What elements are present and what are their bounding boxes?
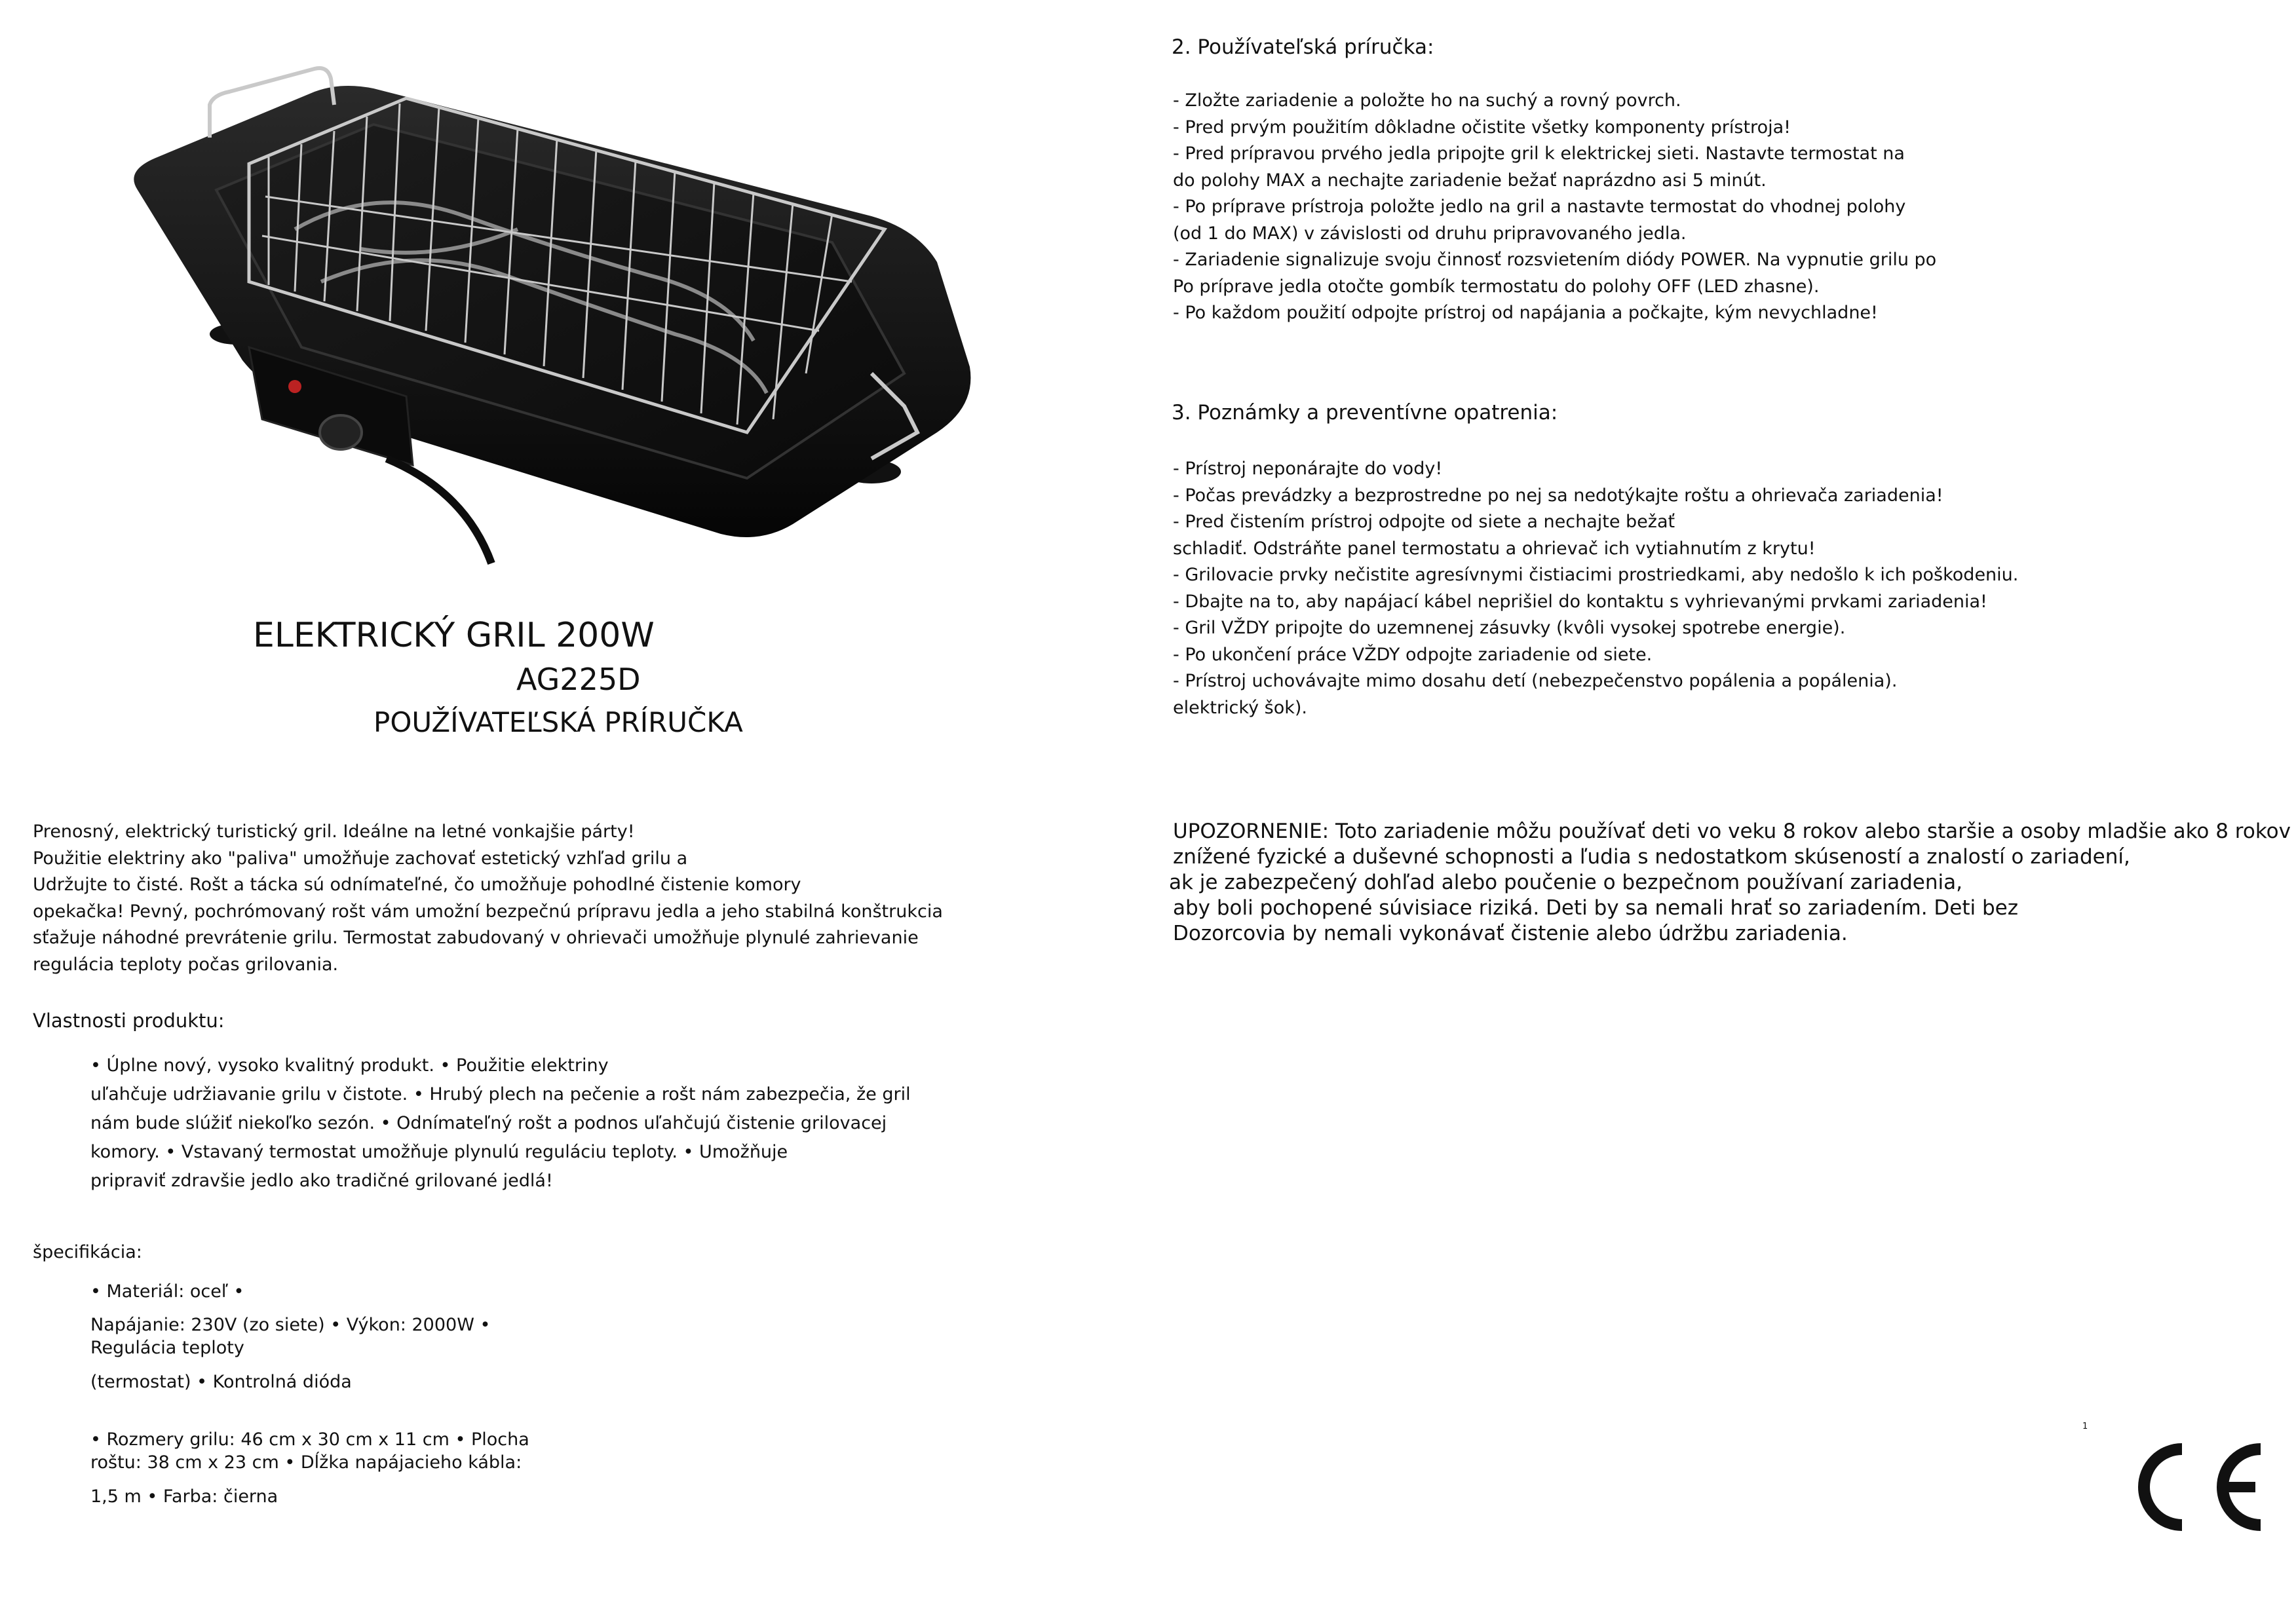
warning-line: ak je zabezpečený dohľad alebo poučenie o bezpečnom používaní zariadenia,	[1169, 871, 1962, 894]
section3-line: - Dbajte na to, aby napájací kábel neprišiel do kontaktu s vyhrievanými prvkami zariadenia!	[1173, 591, 1987, 612]
manual-subtitle: POUŽÍVATEĽSKÁ PRÍRUČKA	[373, 706, 743, 738]
grill-product-image	[98, 66, 1029, 576]
intro-line: Udržujte to čisté. Rošt a tácka sú odnímateľné, čo umožňuje pohodlné čistenie komory	[33, 875, 801, 895]
features-line: uľahčuje udržiavanie grilu v čistote. • Hrubý plech na pečenie a rošt nám zabezpečia, že gril	[90, 1084, 911, 1105]
page-mark: 1	[2082, 1422, 2088, 1431]
section3-line: - Po ukončení práce VŽDY odpojte zariadenie od siete.	[1173, 644, 1653, 665]
section3-heading: 3. Poznámky a preventívne opatrenia:	[1172, 401, 1558, 425]
section2-line: - Pred prvým použitím dôkladne očistite všetky komponenty prístroja!	[1173, 117, 1791, 138]
section2-line: - Po každom použití odpojte prístroj od napájania a počkajte, kým nevychladne!	[1173, 303, 1878, 323]
spec-line: • Rozmery grilu: 46 cm x 30 cm x 11 cm • Plocha	[90, 1429, 529, 1450]
section2-line: Po príprave jedla otočte gombík termostatu do polohy OFF (LED zhasne).	[1173, 276, 1820, 297]
warning-line: aby boli pochopené súvisiace riziká. Deti by sa nemali hrať so zariadením. Deti bez	[1173, 896, 2018, 920]
section2-line: - Zložte zariadenie a položte ho na suchý a rovný povrch.	[1173, 90, 1681, 111]
features-line: • Úplne nový, vysoko kvalitný produkt. • Použitie elektriny	[90, 1055, 609, 1076]
warning-line: znížené fyzické a duševné schopnosti a ľudia s nedostatkom skúseností a znalostí o zariadení,	[1173, 845, 2130, 869]
section3-line: - Počas prevádzky a bezprostredne po nej sa nedotýkajte roštu a ohrievača zariadenia!	[1173, 485, 1943, 506]
spec-line: Napájanie: 230V (zo siete) • Výkon: 2000W •	[90, 1315, 491, 1335]
section3-line: - Pred čistením prístroj odpojte od siete a nechajte bežať	[1173, 512, 1675, 532]
intro-line: sťažuje náhodné prevrátenie grilu. Termostat zabudovaný v ohrievači umožňuje plynulé zahrievanie	[33, 928, 919, 948]
section3-line: elektrický šok).	[1173, 697, 1307, 718]
features-line: nám bude slúžiť niekoľko sezón. • Odnímateľný rošt a podnos uľahčujú čistenie grilovacej	[90, 1113, 887, 1133]
product-model: AG225D	[516, 662, 641, 697]
warning-paragraph	[1169, 819, 2291, 947]
section2-heading: 2. Používateľská príručka:	[1172, 35, 1434, 59]
warning-line: Dozorcovia by nemali vykonávať čistenie alebo údržbu zariadenia.	[1173, 922, 1848, 945]
features-line: komory. • Vstavaný termostat umožňuje plynulú reguláciu teploty. • Umožňuje	[90, 1142, 788, 1162]
section3-line: - Prístroj neponárajte do vody!	[1173, 459, 1443, 479]
spec-line: roštu: 38 cm x 23 cm • Dĺžka napájacieho kábla:	[90, 1452, 522, 1473]
features-line: pripraviť zdravšie jedlo ako tradičné grilované jedlá!	[90, 1171, 553, 1191]
section2-line: - Po príprave prístroja položte jedlo na gril a nastavte termostat do vhodnej polohy	[1173, 197, 1906, 217]
section2-line: - Pred prípravou prvého jedla pripojte gril k elektrickej sieti. Nastavte termostat na	[1173, 143, 1905, 164]
intro-line: regulácia teploty počas grilovania.	[33, 954, 339, 975]
section2-line: do polohy MAX a nechajte zariadenie bežať naprázdno asi 5 minút.	[1173, 170, 1767, 191]
intro-line: Prenosný, elektrický turistický gril. Ideálne na letné vonkajšie párty!	[33, 821, 635, 842]
intro-paragraph	[33, 819, 943, 978]
ce-mark-icon	[2116, 1435, 2267, 1539]
intro-line: Použitie elektriny ako "paliva" umožňuje zachovať estetický vzhľad grilu a	[33, 848, 688, 869]
spec-line: • Materiál: oceľ •	[90, 1281, 244, 1302]
spec-line: Regulácia teploty	[90, 1338, 244, 1358]
spec-line: (termostat) • Kontrolná dióda	[90, 1372, 352, 1392]
intro-line: opekačka! Pevný, pochrómovaný rošt vám umožní bezpečnú prípravu jedla a jeho stabilná konštrukcia	[33, 901, 943, 922]
product-title: ELEKTRICKÝ GRIL 200W	[253, 616, 655, 655]
section3-line: schladiť. Odstráňte panel termostatu a ohrievač ich vytiahnutím z krytu!	[1173, 538, 1816, 559]
section2-line: - Zariadenie signalizuje svoju činnosť rozsvietením diódy POWER. Na vypnutie grilu po	[1173, 250, 1937, 270]
spec-line: 1,5 m • Farba: čierna	[90, 1486, 278, 1507]
section3-line: - Prístroj uchovávajte mimo dosahu detí (nebezpečenstvo popálenia a popálenia).	[1173, 671, 1898, 691]
section3-line: - Grilovacie prvky nečistite agresívnymi čistiacimi prostriedkami, aby nedošlo k ich poškodeniu.	[1173, 565, 2019, 585]
section3-list	[1173, 456, 2018, 721]
features-heading: Vlastnosti produktu:	[33, 1010, 225, 1032]
section3-line: - Gril VŽDY pripojte do uzemnenej zásuvky (kvôli vysokej spotrebe energie).	[1173, 618, 1846, 638]
section2-line: (od 1 do MAX) v závislosti od druhu pripravovaného jedla.	[1173, 223, 1687, 244]
features-list	[90, 1051, 911, 1196]
warning-line: UPOZORNENIE: Toto zariadenie môžu používať deti vo veku 8 rokov alebo staršie a osoby mladšie ako 8 rokov	[1173, 820, 2291, 843]
section2-list	[1173, 88, 1936, 327]
spec-heading: špecifikácia:	[33, 1242, 142, 1262]
